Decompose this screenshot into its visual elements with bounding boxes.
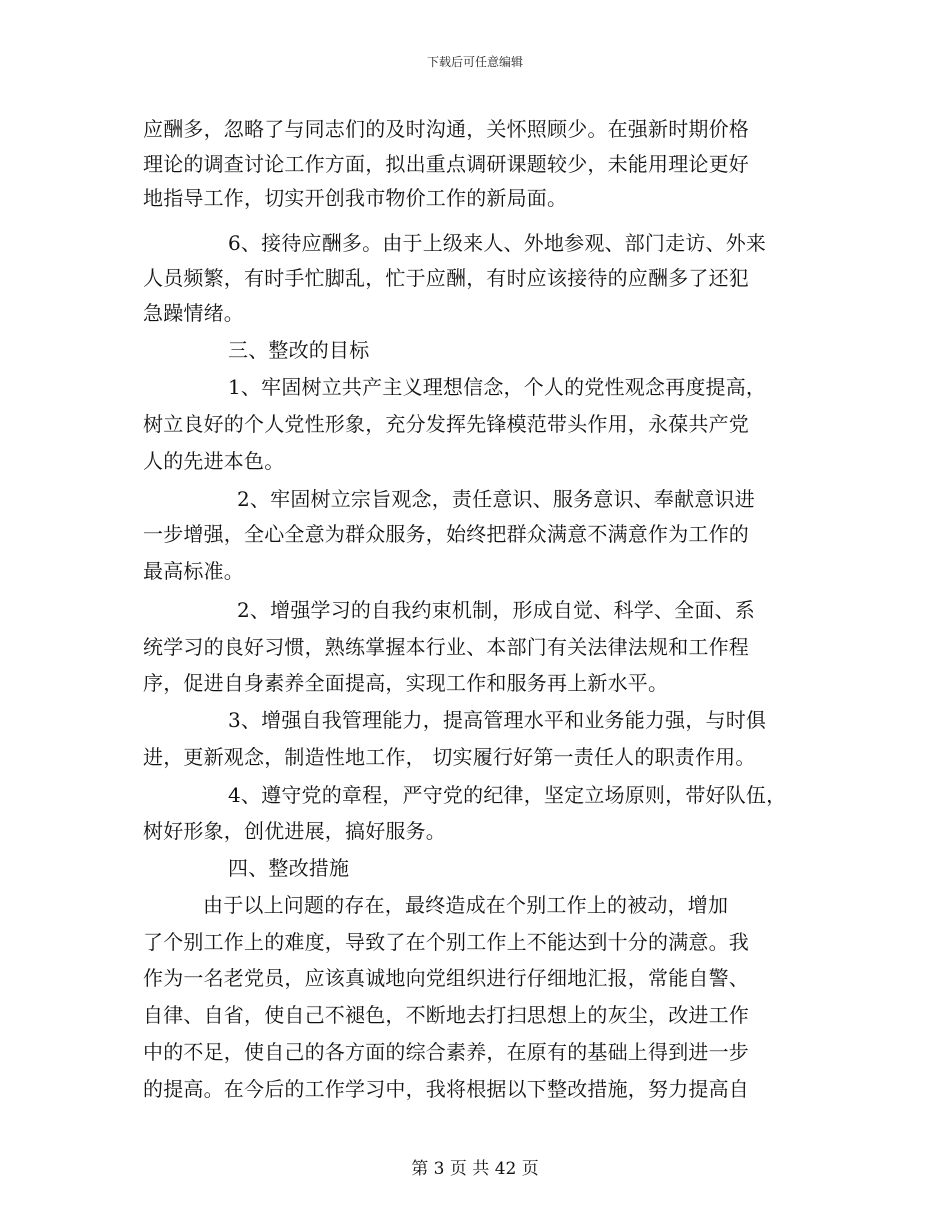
text-line: 最高标准。: [143, 559, 244, 583]
text-line: 统学习的良好习惯，熟练掌握本行业、本部门有关法律法规和工作程: [143, 635, 749, 659]
text-line: 理论的调查讨论工作方面，拟出重点调研课题较少，未能用理论更好: [143, 152, 749, 176]
text-line: 2、牢固树立宗旨观念，责任意识、服务意识、奉献意识进: [237, 487, 755, 511]
text-line: 由于以上问题的存在，最终造成在个别工作上的被动，增加: [203, 893, 729, 917]
text-line: 2、增强学习的自我约束机制，形成自觉、科学、全面、系: [237, 598, 755, 622]
text-line: 作为一名老党员，应该真诚地向党组织进行仔细地汇报，常能自警、: [143, 966, 749, 990]
text-line: 人的先进本色。: [143, 449, 285, 473]
text-line: 序，促进自身素养全面提高，实现工作和服务再上新水平。: [143, 671, 669, 695]
text-line: 3、增强自我管理能力，提高管理水平和业务能力强，与时俱: [228, 708, 767, 732]
text-line: 1、牢固树立共产主义理想信念，个人的党性观念再度提高，: [228, 375, 767, 399]
text-line: 应酬多，忽略了与同志们的及时沟通，关怀照顾少。在强新时期价格: [143, 117, 749, 141]
text-line: 急躁情绪。: [143, 301, 244, 325]
text-line: 的提高。在今后的工作学习中，我将根据以下整改措施，努力提高自: [143, 1077, 749, 1101]
page-footer: 第 3 页 共 42 页: [411, 1159, 539, 1179]
text-line: 中的不足，使自己的各方面的综合素养，在原有的基础上得到进一步: [143, 1040, 749, 1064]
text-line: 一步增强，全心全意为群众服务，始终把群众满意不满意作为工作的: [143, 522, 749, 546]
section-heading: 三、整改的目标: [228, 338, 370, 362]
section-heading: 四、整改措施: [228, 856, 350, 880]
page-header: 下载后可任意编辑: [426, 55, 523, 69]
text-line: 6、接待应酬多。由于上级来人、外地参观、部门走访、外来: [228, 231, 767, 255]
text-line: 进，更新观念，制造性地工作， 切实履行好第一责任人的职责作用。: [143, 745, 756, 769]
text-line: 树立良好的个人党性形象，充分发挥先锋模范带头作用，永葆共产党: [143, 412, 749, 436]
text-line: 人员频繁，有时手忙脚乱，忙于应酬，有时应该接待的应酬多了还犯: [143, 266, 749, 290]
text-line: 了个别工作上的难度，导致了在个别工作上不能达到十分的满意。我: [143, 930, 749, 954]
text-line: 自律、自省，使自己不褪色，不断地去打扫思想上的灰尘，改进工作: [143, 1003, 749, 1027]
text-line: 树好形象，创优进展，搞好服务。: [143, 819, 446, 843]
text-line: 地指导工作，切实开创我市物价工作的新局面。: [143, 186, 568, 210]
text-line: 4、遵守党的章程，严守党的纪律，坚定立场原则，带好队伍，: [228, 783, 787, 807]
